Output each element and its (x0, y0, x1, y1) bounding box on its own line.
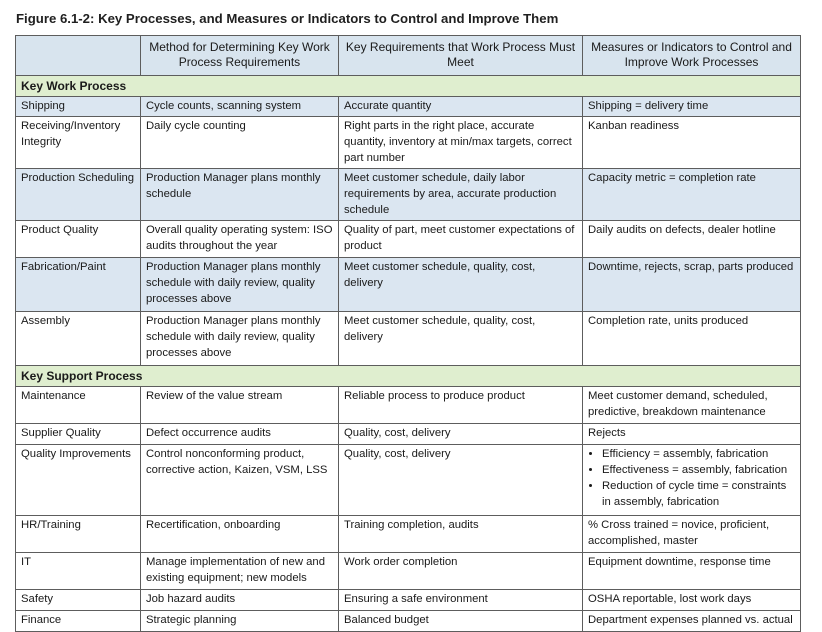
section-row (16, 76, 801, 97)
cell-requirements: Work order completion (339, 553, 583, 590)
cell-method: Production Manager plans monthly schedule (141, 169, 339, 221)
cell-process: Maintenance (16, 387, 141, 424)
cell-requirements: Meet customer schedule, quality, cost, delivery (339, 312, 583, 366)
cell-method: Manage implementation of new and existing equipment; new models (141, 553, 339, 590)
cell-measures: Equipment downtime, response time (583, 553, 801, 590)
cell-method: Production Manager plans monthly schedule with daily review, quality processes above (141, 312, 339, 366)
cell-requirements: Training completion, audits (339, 516, 583, 553)
cell-measures: % Cross trained = novice, proficient, accomplished, master (583, 516, 801, 553)
cell-method: Recertification, onboarding (141, 516, 339, 553)
cell-method: Overall quality operating system: ISO audits throughout the year (141, 221, 339, 258)
cell-process: Assembly (16, 312, 141, 366)
header-cell-process (16, 36, 141, 76)
cell-measures: Kanban readiness (583, 117, 801, 169)
cell-method: Review of the value stream (141, 387, 339, 424)
table-row (16, 553, 801, 590)
cell-requirements: Ensuring a safe environment (339, 590, 583, 611)
section-title: Key Work Process (16, 76, 801, 97)
table-row (16, 258, 801, 312)
cell-requirements: Balanced budget (339, 611, 583, 632)
cell-requirements: Accurate quantity (339, 97, 583, 117)
header-cell-method: Method for Determining Key Work Process Requirements (141, 36, 339, 76)
cell-measures: Downtime, rejects, scrap, parts produced (583, 258, 801, 312)
cell-process: Fabrication/Paint (16, 258, 141, 312)
cell-requirements: Right parts in the right place, accurate quantity, inventory at min/max targets, correct part number (339, 117, 583, 169)
header-cell-requirements: Key Requirements that Work Process Must Meet (339, 36, 583, 76)
section-title: Key Support Process (16, 366, 801, 387)
cell-process: Quality Improvements (16, 445, 141, 516)
figure-title: Figure 6.1-2: Key Processes, and Measures or Indicators to Control and Improve Them (16, 11, 559, 26)
table-row (16, 611, 801, 632)
cell-measures: Daily audits on defects, dealer hotline (583, 221, 801, 258)
table-row (16, 424, 801, 445)
cell-method: Production Manager plans monthly schedule with daily review, quality processes above (141, 258, 339, 312)
table-row (16, 221, 801, 258)
cell-process: Supplier Quality (16, 424, 141, 445)
cell-process: Product Quality (16, 221, 141, 258)
cell-method: Daily cycle counting (141, 117, 339, 169)
cell-measures: Shipping = delivery time (583, 97, 801, 117)
table-row (16, 97, 801, 117)
header-cell-measures: Measures or Indicators to Control and Improve Work Processes (583, 36, 801, 76)
cell-method: Control nonconforming product, corrective action, Kaizen, VSM, LSS (141, 445, 339, 516)
process-table (15, 35, 801, 632)
cell-requirements: Meet customer schedule, quality, cost, delivery (339, 258, 583, 312)
table-row (16, 117, 801, 169)
cell-requirements: Quality, cost, delivery (339, 424, 583, 445)
measures-list (588, 446, 795, 510)
cell-process: HR/Training (16, 516, 141, 553)
cell-measures: Completion rate, units produced (583, 312, 801, 366)
cell-process: Receiving/Inventory Integrity (16, 117, 141, 169)
cell-measures: Capacity metric = completion rate (583, 169, 801, 221)
cell-measures: Meet customer demand, scheduled, predictive, breakdown maintenance (583, 387, 801, 424)
cell-method: Job hazard audits (141, 590, 339, 611)
table-row (16, 312, 801, 366)
cell-method: Cycle counts, scanning system (141, 97, 339, 117)
header-row (16, 36, 801, 76)
cell-requirements: Reliable process to produce product (339, 387, 583, 424)
table-row (16, 387, 801, 424)
cell-method: Strategic planning (141, 611, 339, 632)
list-item: • Reduction of cycle time = constraints in assembly, fabrication (602, 478, 795, 510)
cell-requirements: Meet customer schedule, daily labor requirements by area, accurate production schedule (339, 169, 583, 221)
cell-process: Safety (16, 590, 141, 611)
list-item: • Effectiveness = assembly, fabrication (602, 462, 795, 478)
table-row (16, 169, 801, 221)
cell-process: IT (16, 553, 141, 590)
table-row (16, 590, 801, 611)
cell-requirements: Quality, cost, delivery (339, 445, 583, 516)
list-item: • Efficiency = assembly, fabrication (602, 446, 795, 462)
section-row (16, 366, 801, 387)
cell-measures: Rejects (583, 424, 801, 445)
cell-requirements: Quality of part, meet customer expectations of product (339, 221, 583, 258)
cell-process: Production Scheduling (16, 169, 141, 221)
cell-process: Finance (16, 611, 141, 632)
table-row (16, 516, 801, 553)
cell-method: Defect occurrence audits (141, 424, 339, 445)
cell-process: Shipping (16, 97, 141, 117)
cell-measures (583, 445, 801, 516)
table-row (16, 445, 801, 516)
cell-measures: OSHA reportable, lost work days (583, 590, 801, 611)
cell-measures: Department expenses planned vs. actual (583, 611, 801, 632)
